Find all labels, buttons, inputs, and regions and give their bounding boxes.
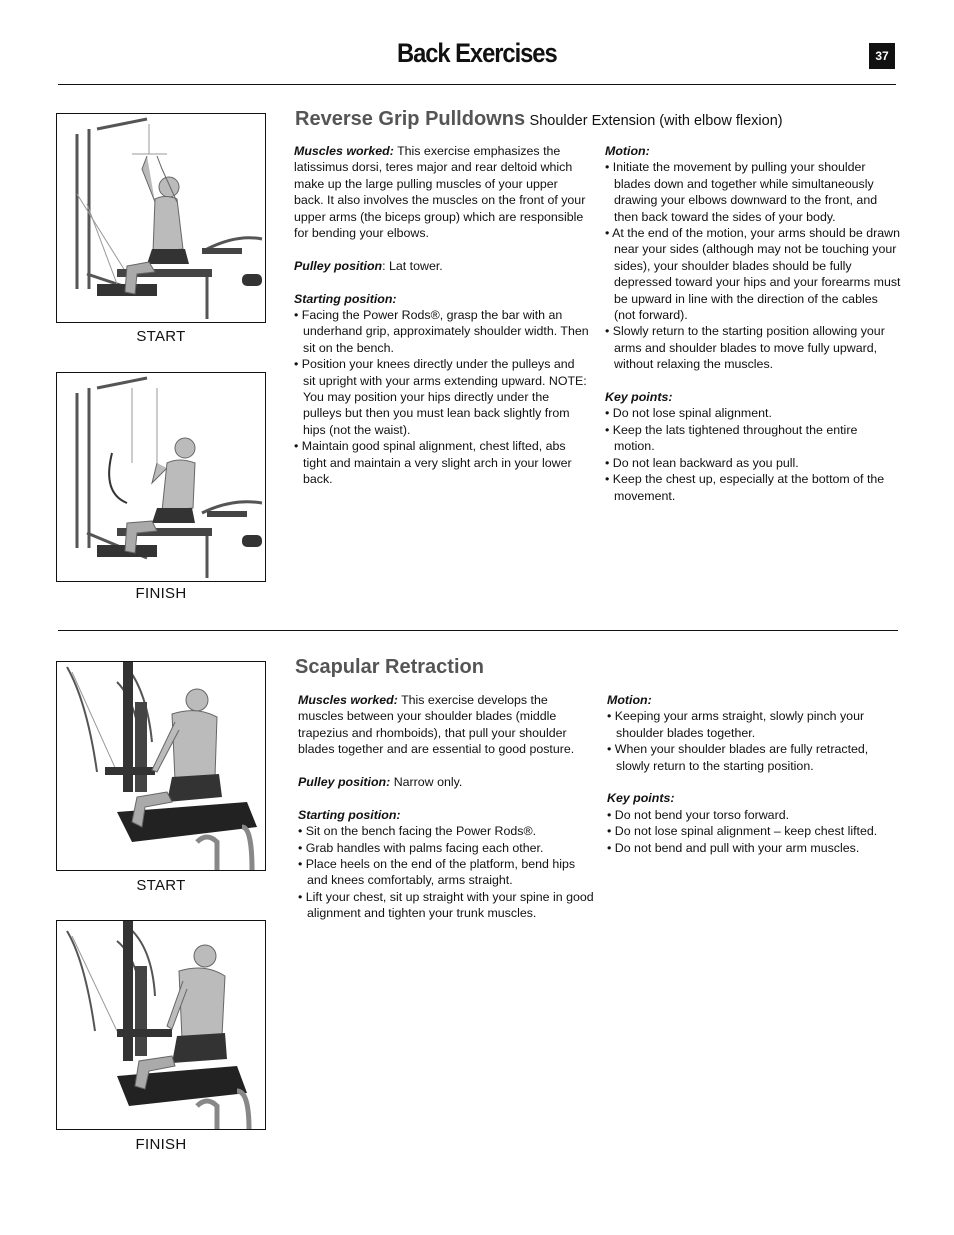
starting-item: • Sit on the bench facing the Power Rods®. bbox=[298, 824, 537, 839]
pulley-label: Pulley position: bbox=[298, 775, 391, 790]
pulley-text: : Lat tower. bbox=[382, 258, 443, 273]
motion-item: • When your shoulder blades are fully retracted, slowly return to the starting position. bbox=[607, 742, 869, 773]
section-title: Reverse Grip Pulldowns bbox=[295, 108, 526, 130]
retraction-finish-photo bbox=[56, 920, 266, 1130]
section-subtitle: Shoulder Extension (with elbow flexion) bbox=[529, 113, 783, 129]
motion-label: Motion: bbox=[607, 693, 652, 707]
header-rule bbox=[58, 84, 896, 85]
key-point-item: • Do not lose spinal alignment. bbox=[605, 406, 772, 421]
pulley-label: Pulley position bbox=[294, 258, 383, 273]
key-point-item: • Do not bend your torso forward. bbox=[607, 807, 790, 822]
starting-item: • Grab handles with palms facing each other. bbox=[298, 840, 544, 855]
retraction-start-photo bbox=[56, 661, 266, 871]
key-point-item: • Keep the chest up, especially at the bottom of the movement. bbox=[605, 472, 885, 503]
muscles-text: This exercise develops the muscles between your shoulder blades (middle trapezius and rhomboids), that pull your shoulder blades together and are essential to good posture. bbox=[298, 693, 575, 757]
key-points-label: Key points: bbox=[607, 791, 675, 806]
retraction-finish-caption: FINISH bbox=[135, 1136, 187, 1153]
starting-label: Starting position: bbox=[294, 291, 397, 306]
pulldown-start-photo bbox=[56, 113, 266, 323]
page-title: Back Exercises bbox=[397, 38, 557, 68]
pulldown-left-column bbox=[294, 143, 590, 488]
key-point-item: • Do not lose spinal alignment – keep chest lifted. bbox=[607, 824, 878, 839]
motion-item: • Initiate the movement by pulling your shoulder blades down and together while simultaneously drawing your elbows downward to the front, and then back toward the sides of your body. bbox=[605, 160, 878, 224]
key-point-item: • Keep the lats tightened throughout the entire motion. bbox=[605, 422, 858, 454]
retraction-start-caption: START bbox=[136, 877, 186, 894]
retraction-left-column bbox=[298, 692, 594, 922]
starting-label: Starting position: bbox=[298, 807, 401, 822]
section-divider bbox=[58, 630, 898, 631]
starting-item: • Lift your chest, sit up straight with your spine in good alignment and tighten your trunk muscles. bbox=[298, 889, 594, 921]
key-points-label: Key points: bbox=[605, 390, 673, 405]
motion-label: Motion: bbox=[605, 144, 650, 158]
key-point-item: • Do not lean backward as you pull. bbox=[605, 455, 799, 470]
pulldown-start-caption: START bbox=[136, 328, 186, 345]
pulldown-finish-photo bbox=[56, 372, 266, 582]
starting-item: • Facing the Power Rods®, grasp the bar with an underhand grip, approximately shoulder width. Then sit on the bench. bbox=[294, 308, 589, 355]
motion-item: • Keeping your arms straight, slowly pinch your shoulder blades together. bbox=[607, 709, 865, 740]
pulldown-finish-caption: FINISH bbox=[135, 585, 187, 602]
pulley-text: Narrow only. bbox=[393, 775, 463, 790]
key-point-item: • Do not bend and pull with your arm muscles. bbox=[607, 840, 860, 855]
starting-item: • Place heels on the end of the platform, bend hips and knees comfortably, arms straight. bbox=[298, 857, 576, 888]
motion-item: • Slowly return to the starting position allowing your arms and shoulder blades to move fully upward, without relaxing the muscles. bbox=[605, 324, 885, 372]
motion-item: • At the end of the motion, your arms should be drawn near your sides (although may not be touching your sides), your shoulder blades should be fully depressed toward your hips and your forearms must be upward in line with the direction of the cables (not forward). bbox=[605, 226, 901, 323]
muscles-text: This exercise emphasizes the latissimus dorsi, teres major and rear deltoid which make up the large pulling muscles of your upper back. It also involves the muscles on the front of your upper arms (the biceps group) which are responsible for bending your elbows. bbox=[294, 144, 586, 241]
muscles-label: Muscles worked: bbox=[294, 144, 394, 158]
starting-item: • Position your knees directly under the pulleys and sit upright with your arms extending upward. NOTE: You may position your hips directly under the pulleys but then you must lean back slightly from hips (not the waist). bbox=[294, 357, 587, 437]
retraction-right-column bbox=[607, 692, 903, 856]
page-number: 37 bbox=[869, 43, 895, 69]
muscles-label: Muscles worked: bbox=[298, 693, 398, 707]
reverse-grip-pulldowns-heading bbox=[295, 108, 783, 131]
pulldown-right-column bbox=[605, 143, 901, 504]
scapular-retraction-heading: Scapular Retraction bbox=[295, 656, 484, 678]
starting-item: • Maintain good spinal alignment, chest lifted, abs tight and maintain a very slight arch in your lower back. bbox=[294, 439, 572, 487]
